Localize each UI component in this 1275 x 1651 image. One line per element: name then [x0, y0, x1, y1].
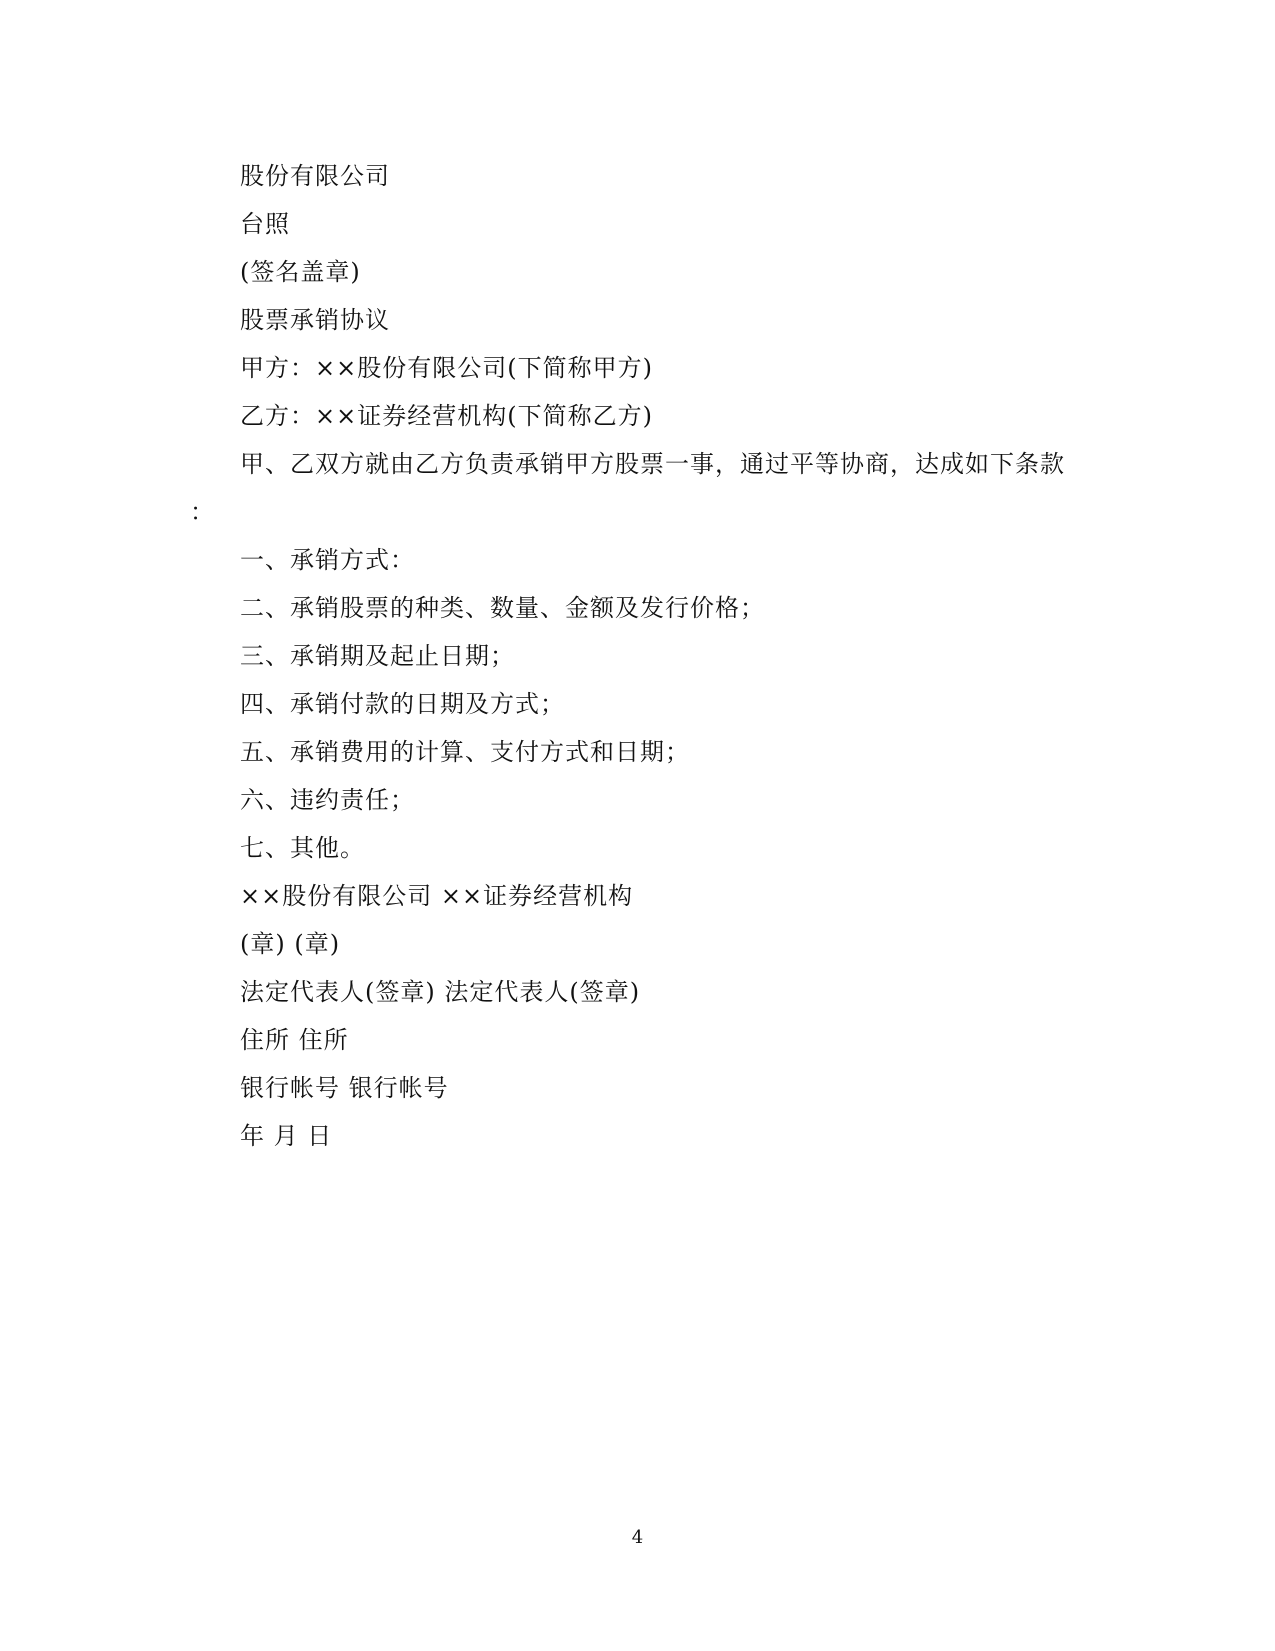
clause-3: 三、承销期及起止日期；: [240, 642, 515, 670]
date-line: 年 月 日: [240, 1122, 333, 1150]
preamble-continuation: ：: [190, 498, 215, 526]
party-a-line: 甲方：××股份有限公司(下简称甲方): [240, 354, 653, 382]
clause-5: 五、承销费用的计算、支付方式和日期；: [240, 738, 690, 766]
agreement-title: 股票承销协议: [240, 306, 390, 334]
company-name-line: 股份有限公司: [240, 162, 390, 190]
party-b-line: 乙方：××证券经营机构(下简称乙方): [240, 402, 653, 430]
clause-6: 六、违约责任；: [240, 786, 415, 814]
preamble-line: 甲、乙双方就由乙方负责承销甲方股票一事，通过平等协商，达成如下条款: [240, 450, 1065, 478]
clause-2: 二、承销股票的种类、数量、金额及发行价格；: [240, 594, 765, 622]
clause-7: 七、其他。: [240, 834, 365, 862]
page-number: 4: [631, 1527, 644, 1548]
legal-representative-line: 法定代表人(签章) 法定代表人(签章): [240, 978, 641, 1006]
salutation-line: 台照: [240, 210, 290, 238]
signature-seal-line: (签名盖章): [240, 258, 361, 286]
clause-1: 一、承销方式：: [240, 546, 415, 574]
bank-account-line: 银行帐号 银行帐号: [240, 1074, 449, 1102]
clause-4: 四、承销付款的日期及方式；: [240, 690, 565, 718]
signatory-names-line: ××股份有限公司 ××证券经营机构: [240, 882, 634, 910]
seal-line: (章) (章): [240, 930, 341, 958]
address-line: 住所 住所: [240, 1026, 349, 1054]
